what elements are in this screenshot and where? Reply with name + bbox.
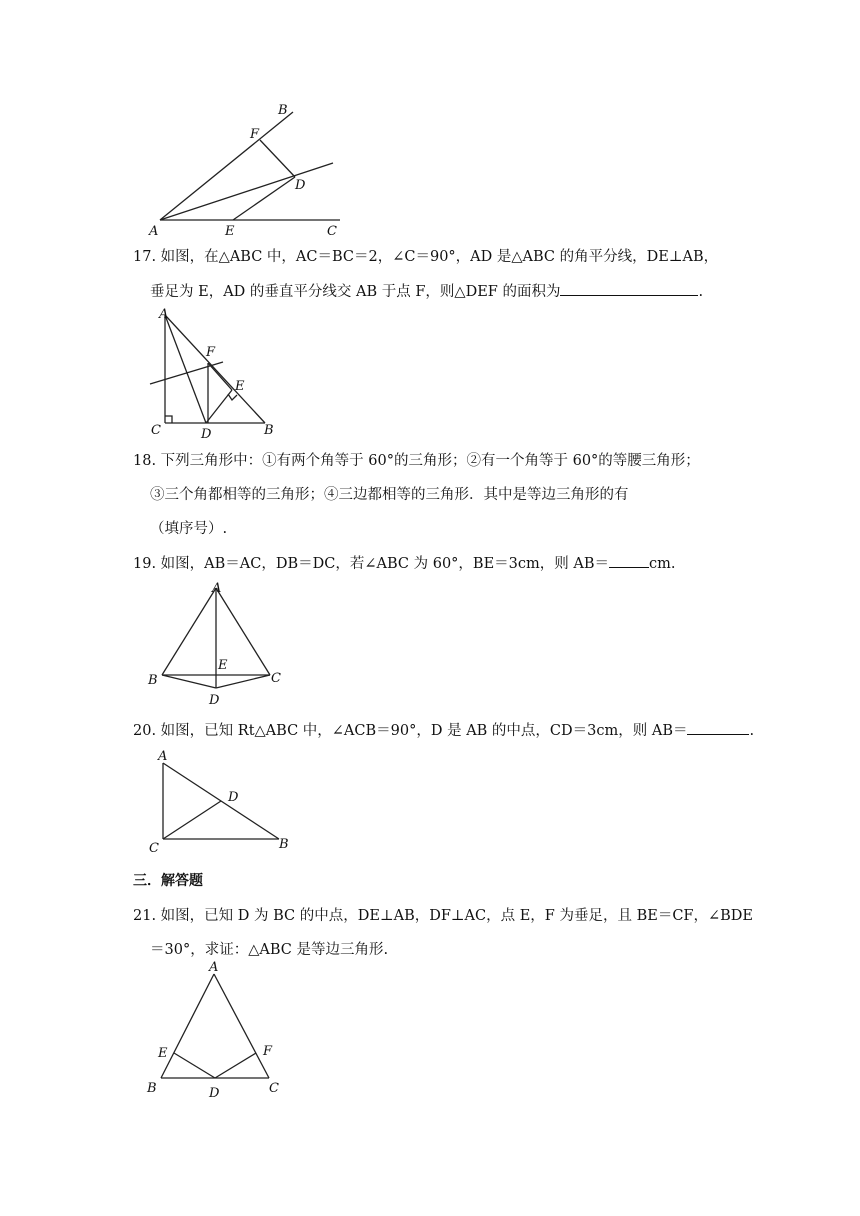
q17-number: 17. xyxy=(133,249,157,265)
fig19-label-c: C xyxy=(271,671,281,686)
q17-line2 xyxy=(150,281,703,302)
fig19-label-b: B xyxy=(148,673,158,688)
fig21-label-b: B xyxy=(147,1081,157,1096)
q17-text1: 如图，在△ABC 中，AC＝BC＝2，∠C＝90°，AD 是△ABC 的角平分线，DE⊥AB， xyxy=(160,249,719,265)
q20-line xyxy=(133,720,754,741)
section-title: 三．解答题 xyxy=(133,873,203,889)
q17-answer-blank[interactable] xyxy=(560,281,698,296)
fig17-label-e: E xyxy=(235,379,245,394)
fig21-label-e: E xyxy=(158,1046,168,1061)
fig17-label-f: F xyxy=(206,345,216,360)
fig20-label-b: B xyxy=(279,837,289,852)
fig17-label-b: B xyxy=(264,423,274,438)
figure-q16 xyxy=(145,100,345,240)
fig20-label-a: A xyxy=(158,749,168,764)
fig19-label-e: E xyxy=(218,658,228,673)
q19-number: 19. xyxy=(133,556,157,572)
fig20-label-d: D xyxy=(228,790,239,805)
q21-text2: ＝30°，求证：△ABC 是等边三角形. xyxy=(150,942,389,958)
q19-line xyxy=(133,553,675,574)
fig17-label-a: A xyxy=(159,307,169,322)
q18-number: 18. xyxy=(133,453,157,469)
fig21-label-c: C xyxy=(269,1081,279,1096)
q21-line1 xyxy=(133,906,753,926)
q18-text2: ③三个角都相等的三角形；④三边都相等的三角形．其中是等边三角形的有 xyxy=(150,487,629,503)
q20-number: 20. xyxy=(133,723,157,739)
figure-q20 xyxy=(145,748,305,858)
fig16-label-c: C xyxy=(327,224,337,239)
fig17-label-d: D xyxy=(201,427,212,440)
q18-line2 xyxy=(150,485,629,505)
fig16-label-f: F xyxy=(250,127,260,142)
q17-end: . xyxy=(698,284,704,300)
q21-line2 xyxy=(150,940,388,960)
q18-line1 xyxy=(133,451,700,471)
figure-q19 xyxy=(145,580,290,710)
q21-text1: 如图，已知 D 为 BC 的中点，DE⊥AB，DF⊥AC，点 E，F 为垂足，且 BE＝CF，∠BDE xyxy=(160,908,753,924)
fig21-label-f: F xyxy=(263,1044,273,1059)
q19-answer-blank[interactable] xyxy=(609,553,649,568)
fig17-label-c: C xyxy=(151,423,161,438)
q18-text3: （填序号）. xyxy=(150,521,228,537)
fig21-label-a: A xyxy=(209,960,219,975)
fig19-label-a: A xyxy=(212,581,222,596)
q20-end: . xyxy=(749,723,755,739)
q17-text2: 垂足为 E，AD 的垂直平分线交 AB 于点 F，则△DEF 的面积为 xyxy=(150,284,561,300)
q19-unit: cm. xyxy=(649,556,676,572)
fig19-label-d: D xyxy=(209,693,220,708)
fig16-label-a: A xyxy=(149,224,159,239)
q20-answer-blank[interactable] xyxy=(687,720,749,735)
figure-q17 xyxy=(145,305,285,440)
fig16-label-d: D xyxy=(295,178,306,193)
q18-line3 xyxy=(150,519,227,539)
fig16-label-e: E xyxy=(225,224,235,239)
fig20-label-c: C xyxy=(149,841,159,856)
figure-q21 xyxy=(145,958,295,1098)
q18-text1: 下列三角形中：①有两个角等于 60°的三角形；②有一个角等于 60°的等腰三角形； xyxy=(160,453,700,469)
q19-text: 如图，AB＝AC，DB＝DC，若∠ABC 为 60°，BE＝3cm，则 AB＝ xyxy=(160,556,609,572)
q17-line1 xyxy=(133,247,718,267)
fig16-label-b: B xyxy=(278,103,288,118)
q20-text: 如图，已知 Rt△ABC 中，∠ACB＝90°，D 是 AB 的中点，CD＝3cm，则 AB＝ xyxy=(160,723,688,739)
q21-number: 21. xyxy=(133,908,157,924)
fig21-label-d: D xyxy=(209,1086,220,1098)
